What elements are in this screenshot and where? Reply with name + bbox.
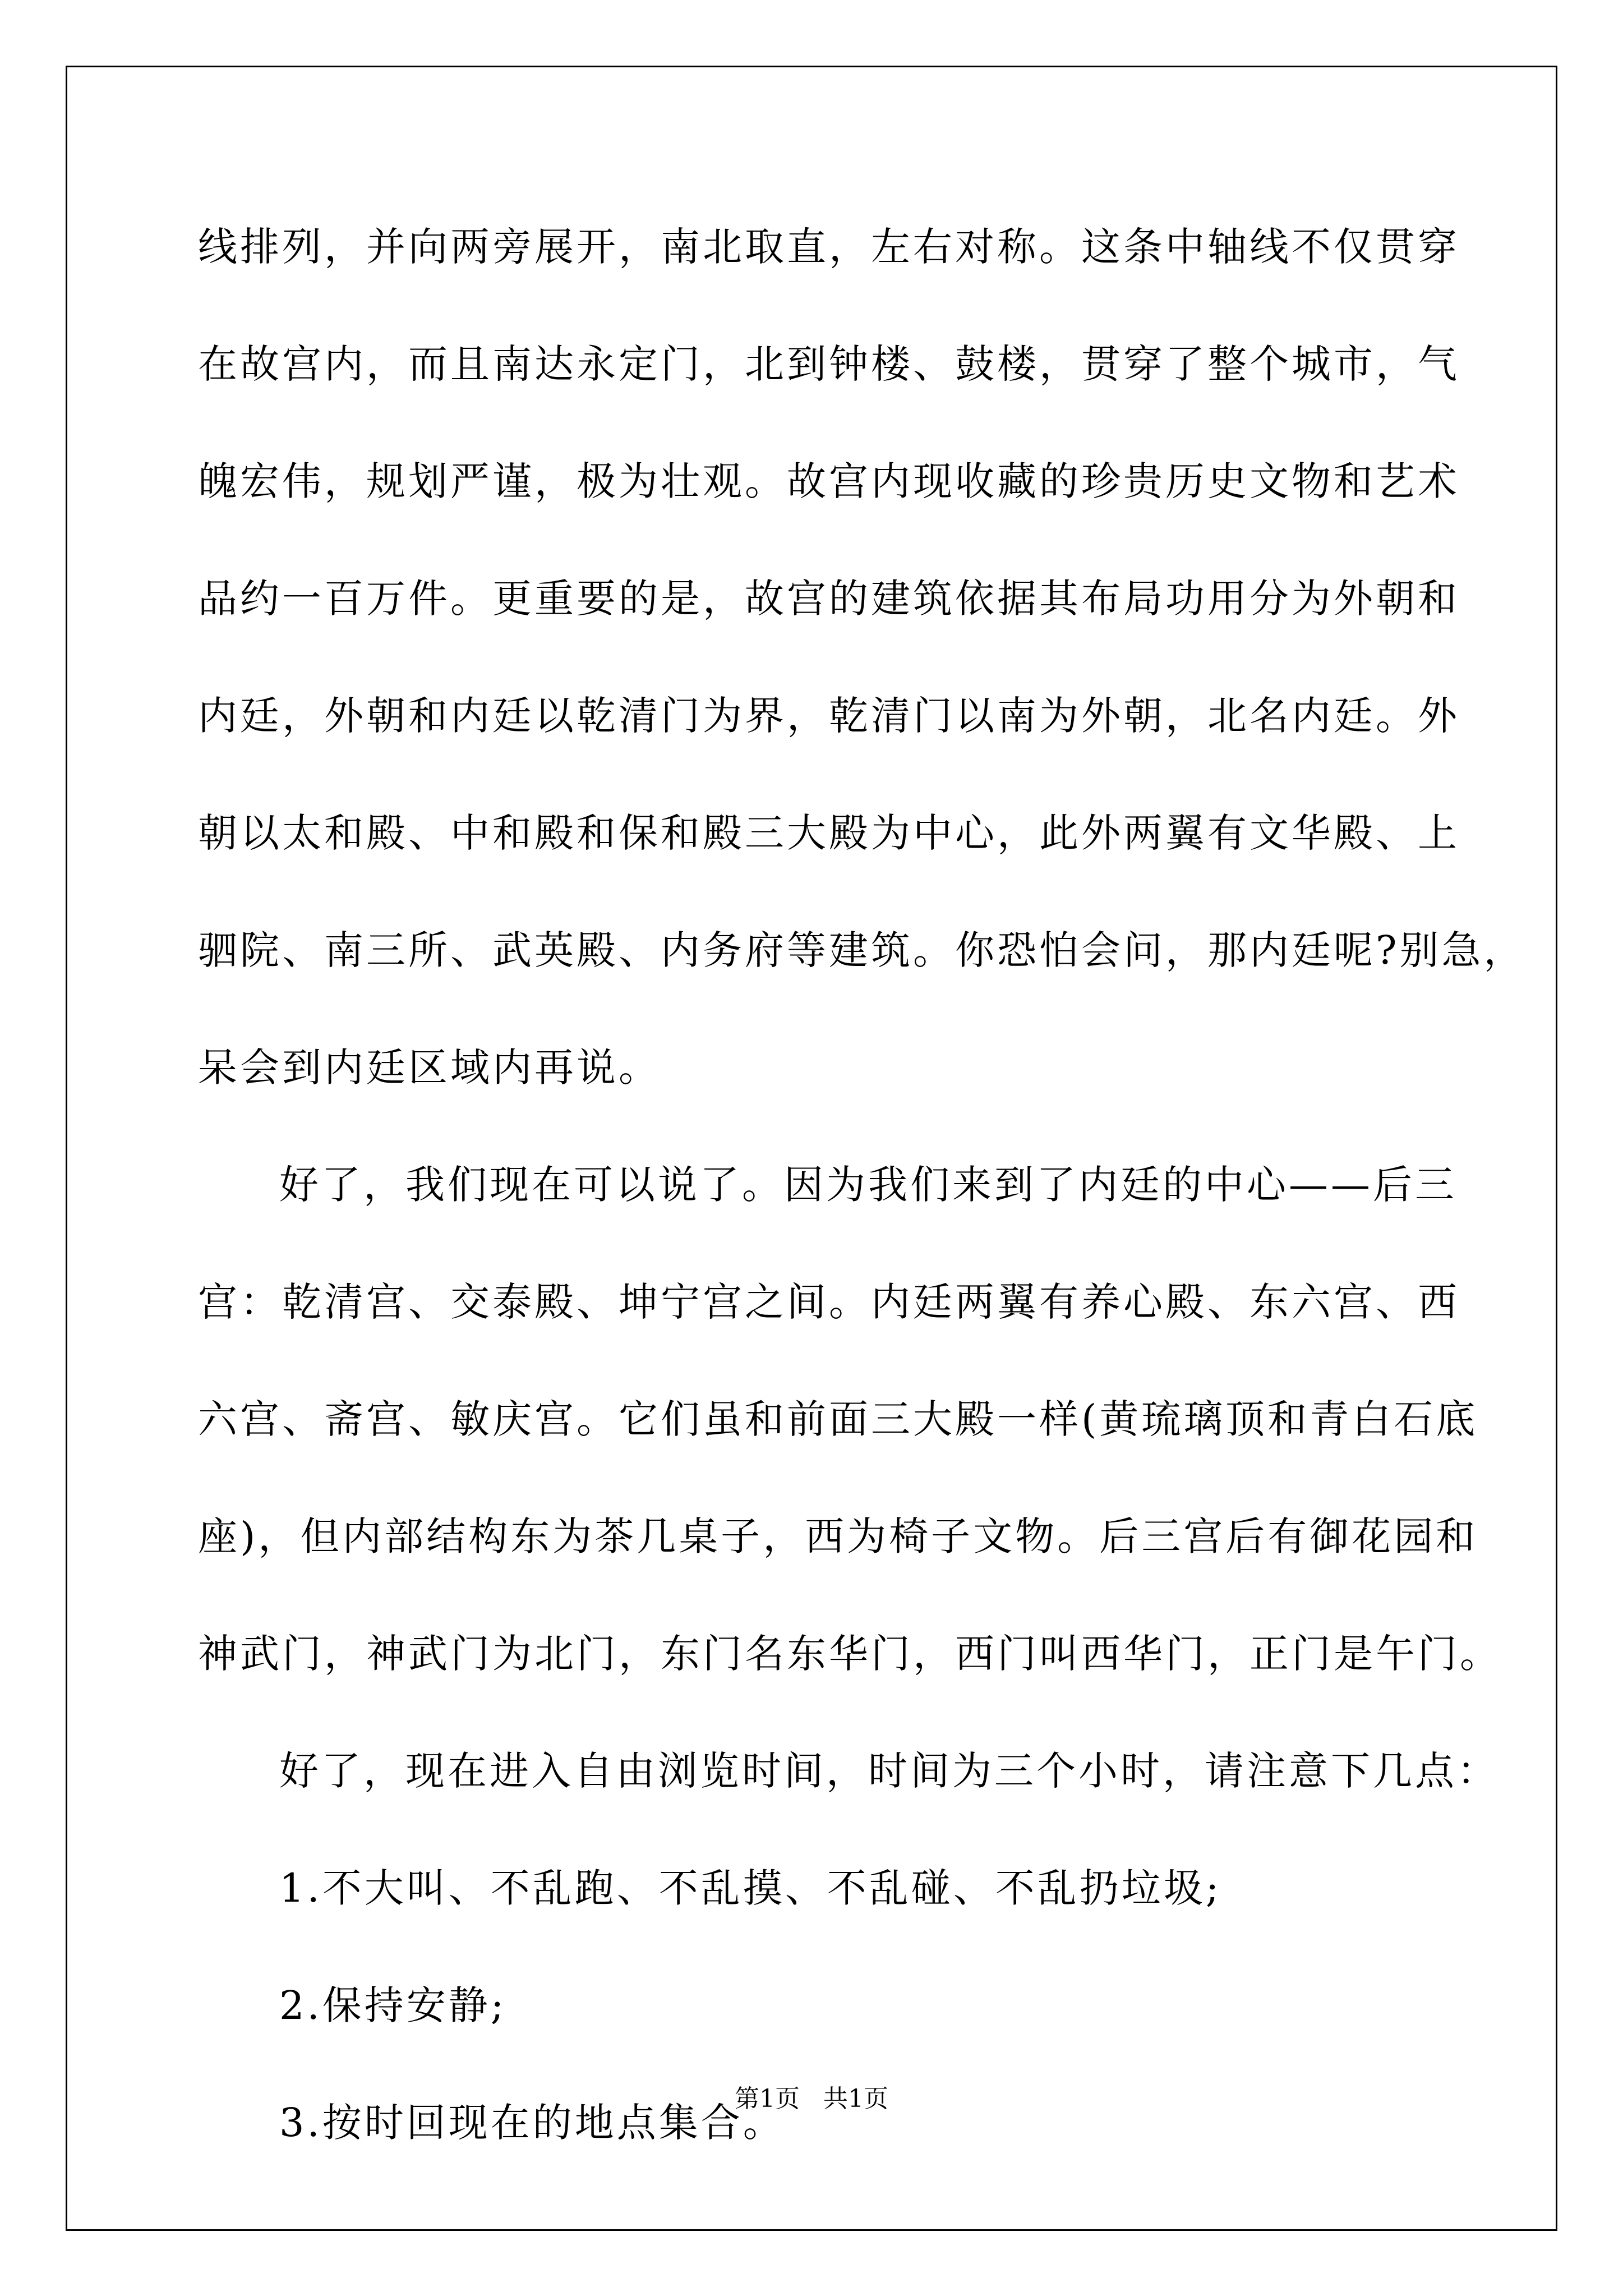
text-line: 品约一百万件。更重要的是，故宫的建筑依据其布局功用分为外朝和 [198,576,1460,622]
paragraph-start-line: 好了，现在进入自由浏览时间，时间为三个小时，请注意下几点： [279,1748,1499,1794]
text-line: 六宫、斋宫、敏庆宫。它们虽和前面三大殿一样(黄琉璃顶和青白石底 [198,1396,1478,1442]
paragraph-start-line: 好了，我们现在可以说了。因为我们来到了内廷的中心——后三 [279,1162,1457,1208]
text-line: 线排列，并向两旁展开，南北取直，左右对称。这条中轴线不仅贯穿 [198,224,1460,270]
text-line: 魄宏伟，规划严谨，极为壮观。故宫内现收藏的珍贵历史文物和艺术 [198,458,1460,504]
list-item: 1.不大叫、不乱跑、不乱摸、不乱碰、不乱扔垃圾; [279,1865,1222,1911]
text-line: 呆会到内廷区域内再说。 [198,1045,661,1091]
text-line: 在故宫内，而且南达永定门，北到钟楼、鼓楼，贯穿了整个城市，气 [198,341,1460,387]
text-line: 驷院、南三所、武英殿、内务府等建筑。你恐怕会问，那内廷呢?别急， [198,927,1526,973]
text-line: 神武门，神武门为北门，东门名东华门，西门叫西华门，正门是午门。 [198,1631,1502,1677]
text-line: 座)，但内部结构东为茶几桌子，西为椅子文物。后三宫后有御花园和 [198,1513,1478,1559]
text-line: 朝以太和殿、中和殿和保和殿三大殿为中心，此外两翼有文华殿、上 [198,810,1460,856]
text-line: 宫：乾清宫、交泰殿、坤宁宫之间。内廷两翼有养心殿、东六宫、西 [198,1279,1460,1325]
list-item: 3.按时回现在的地点集合。 [279,2100,785,2146]
document-body [198,205,1526,2198]
page-footer: 第1页 共1页 [735,2085,888,2113]
list-item: 2.保持安静; [279,1982,507,2028]
text-line: 内廷，外朝和内廷以乾清门为界，乾清门以南为外朝，北名内廷。外 [198,693,1460,739]
